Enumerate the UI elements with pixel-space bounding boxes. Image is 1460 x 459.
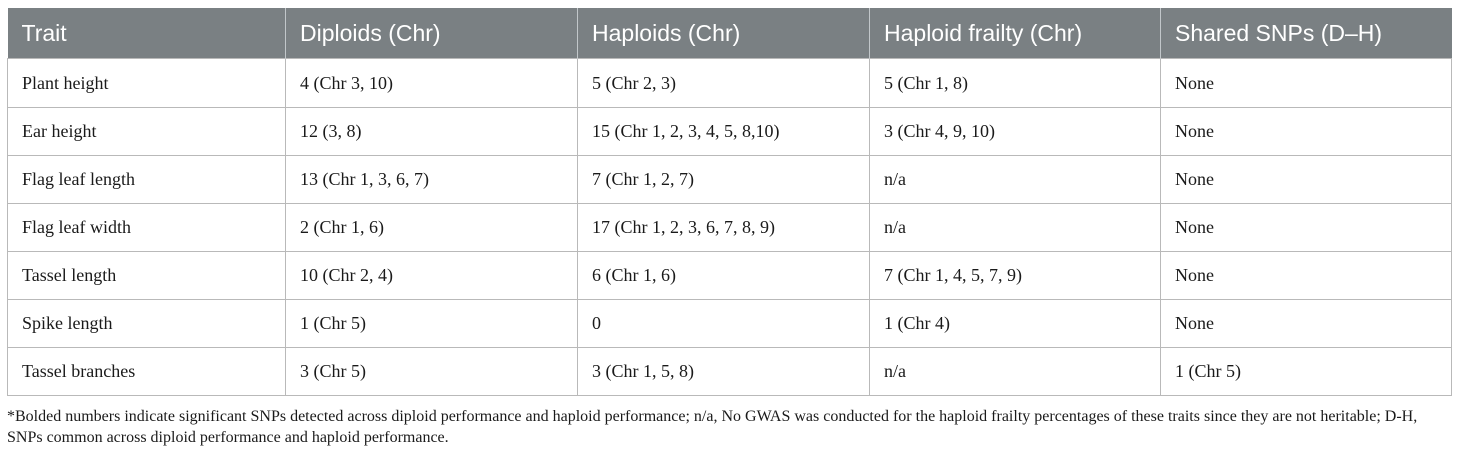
- cell-shared-snps: None: [1161, 156, 1452, 204]
- cell-trait: Tassel length: [8, 252, 286, 300]
- cell-trait: Spike length: [8, 300, 286, 348]
- cell-haploids: 0: [578, 300, 870, 348]
- snp-summary-table: [7, 8, 1452, 396]
- cell-haploid-frailty: 7 (Chr 1, 4, 5, 7, 9): [870, 252, 1161, 300]
- table-header-row: [8, 8, 1452, 59]
- cell-haploid-frailty: 1 (Chr 4): [870, 300, 1161, 348]
- cell-shared-snps: None: [1161, 108, 1452, 156]
- cell-trait: Tassel branches: [8, 348, 286, 396]
- cell-haploids: 15 (Chr 1, 2, 3, 4, 5, 8,10): [578, 108, 870, 156]
- cell-diploids: 3 (Chr 5): [286, 348, 578, 396]
- cell-haploids: 3 (Chr 1, 5, 8): [578, 348, 870, 396]
- table-row: [8, 252, 1452, 300]
- header-haploid-frailty: Haploid frailty (Chr): [870, 8, 1161, 59]
- cell-haploid-frailty: n/a: [870, 348, 1161, 396]
- cell-trait: Flag leaf width: [8, 204, 286, 252]
- cell-haploids: 17 (Chr 1, 2, 3, 6, 7, 8, 9): [578, 204, 870, 252]
- cell-shared-snps: None: [1161, 300, 1452, 348]
- cell-haploid-frailty: 3 (Chr 4, 9, 10): [870, 108, 1161, 156]
- cell-trait: Plant height: [8, 59, 286, 108]
- cell-shared-snps: None: [1161, 252, 1452, 300]
- table-row: [8, 59, 1452, 108]
- cell-haploids: 7 (Chr 1, 2, 7): [578, 156, 870, 204]
- cell-haploids: 6 (Chr 1, 6): [578, 252, 870, 300]
- cell-trait: Ear height: [8, 108, 286, 156]
- snp-table-container: [7, 8, 1451, 396]
- cell-diploids: 12 (3, 8): [286, 108, 578, 156]
- header-shared-snps: Shared SNPs (D–H): [1161, 8, 1452, 59]
- cell-shared-snps: 1 (Chr 5): [1161, 348, 1452, 396]
- cell-haploid-frailty: 5 (Chr 1, 8): [870, 59, 1161, 108]
- cell-diploids: 4 (Chr 3, 10): [286, 59, 578, 108]
- cell-trait: Flag leaf length: [8, 156, 286, 204]
- cell-diploids: 13 (Chr 1, 3, 6, 7): [286, 156, 578, 204]
- cell-shared-snps: None: [1161, 204, 1452, 252]
- table-footnote: *Bolded numbers indicate significant SNPs detected across diploid performance and haploid performance; n/a, No GWAS was conducted for the haploid frailty percentages of these traits since they are not heritable; D-H, SNPs common across diploid performance and haploid performance.: [7, 408, 1418, 446]
- cell-shared-snps: None: [1161, 59, 1452, 108]
- cell-haploid-frailty: n/a: [870, 156, 1161, 204]
- table-row: [8, 300, 1452, 348]
- cell-diploids: 2 (Chr 1, 6): [286, 204, 578, 252]
- cell-haploids: 5 (Chr 2, 3): [578, 59, 870, 108]
- table-row: [8, 348, 1452, 396]
- cell-haploid-frailty: n/a: [870, 204, 1161, 252]
- table-row: [8, 108, 1452, 156]
- cell-diploids: 1 (Chr 5): [286, 300, 578, 348]
- header-diploids: Diploids (Chr): [286, 8, 578, 59]
- table-row: [8, 204, 1452, 252]
- table-row: [8, 156, 1452, 204]
- header-trait: Trait: [8, 8, 286, 59]
- header-haploids: Haploids (Chr): [578, 8, 870, 59]
- cell-diploids: 10 (Chr 2, 4): [286, 252, 578, 300]
